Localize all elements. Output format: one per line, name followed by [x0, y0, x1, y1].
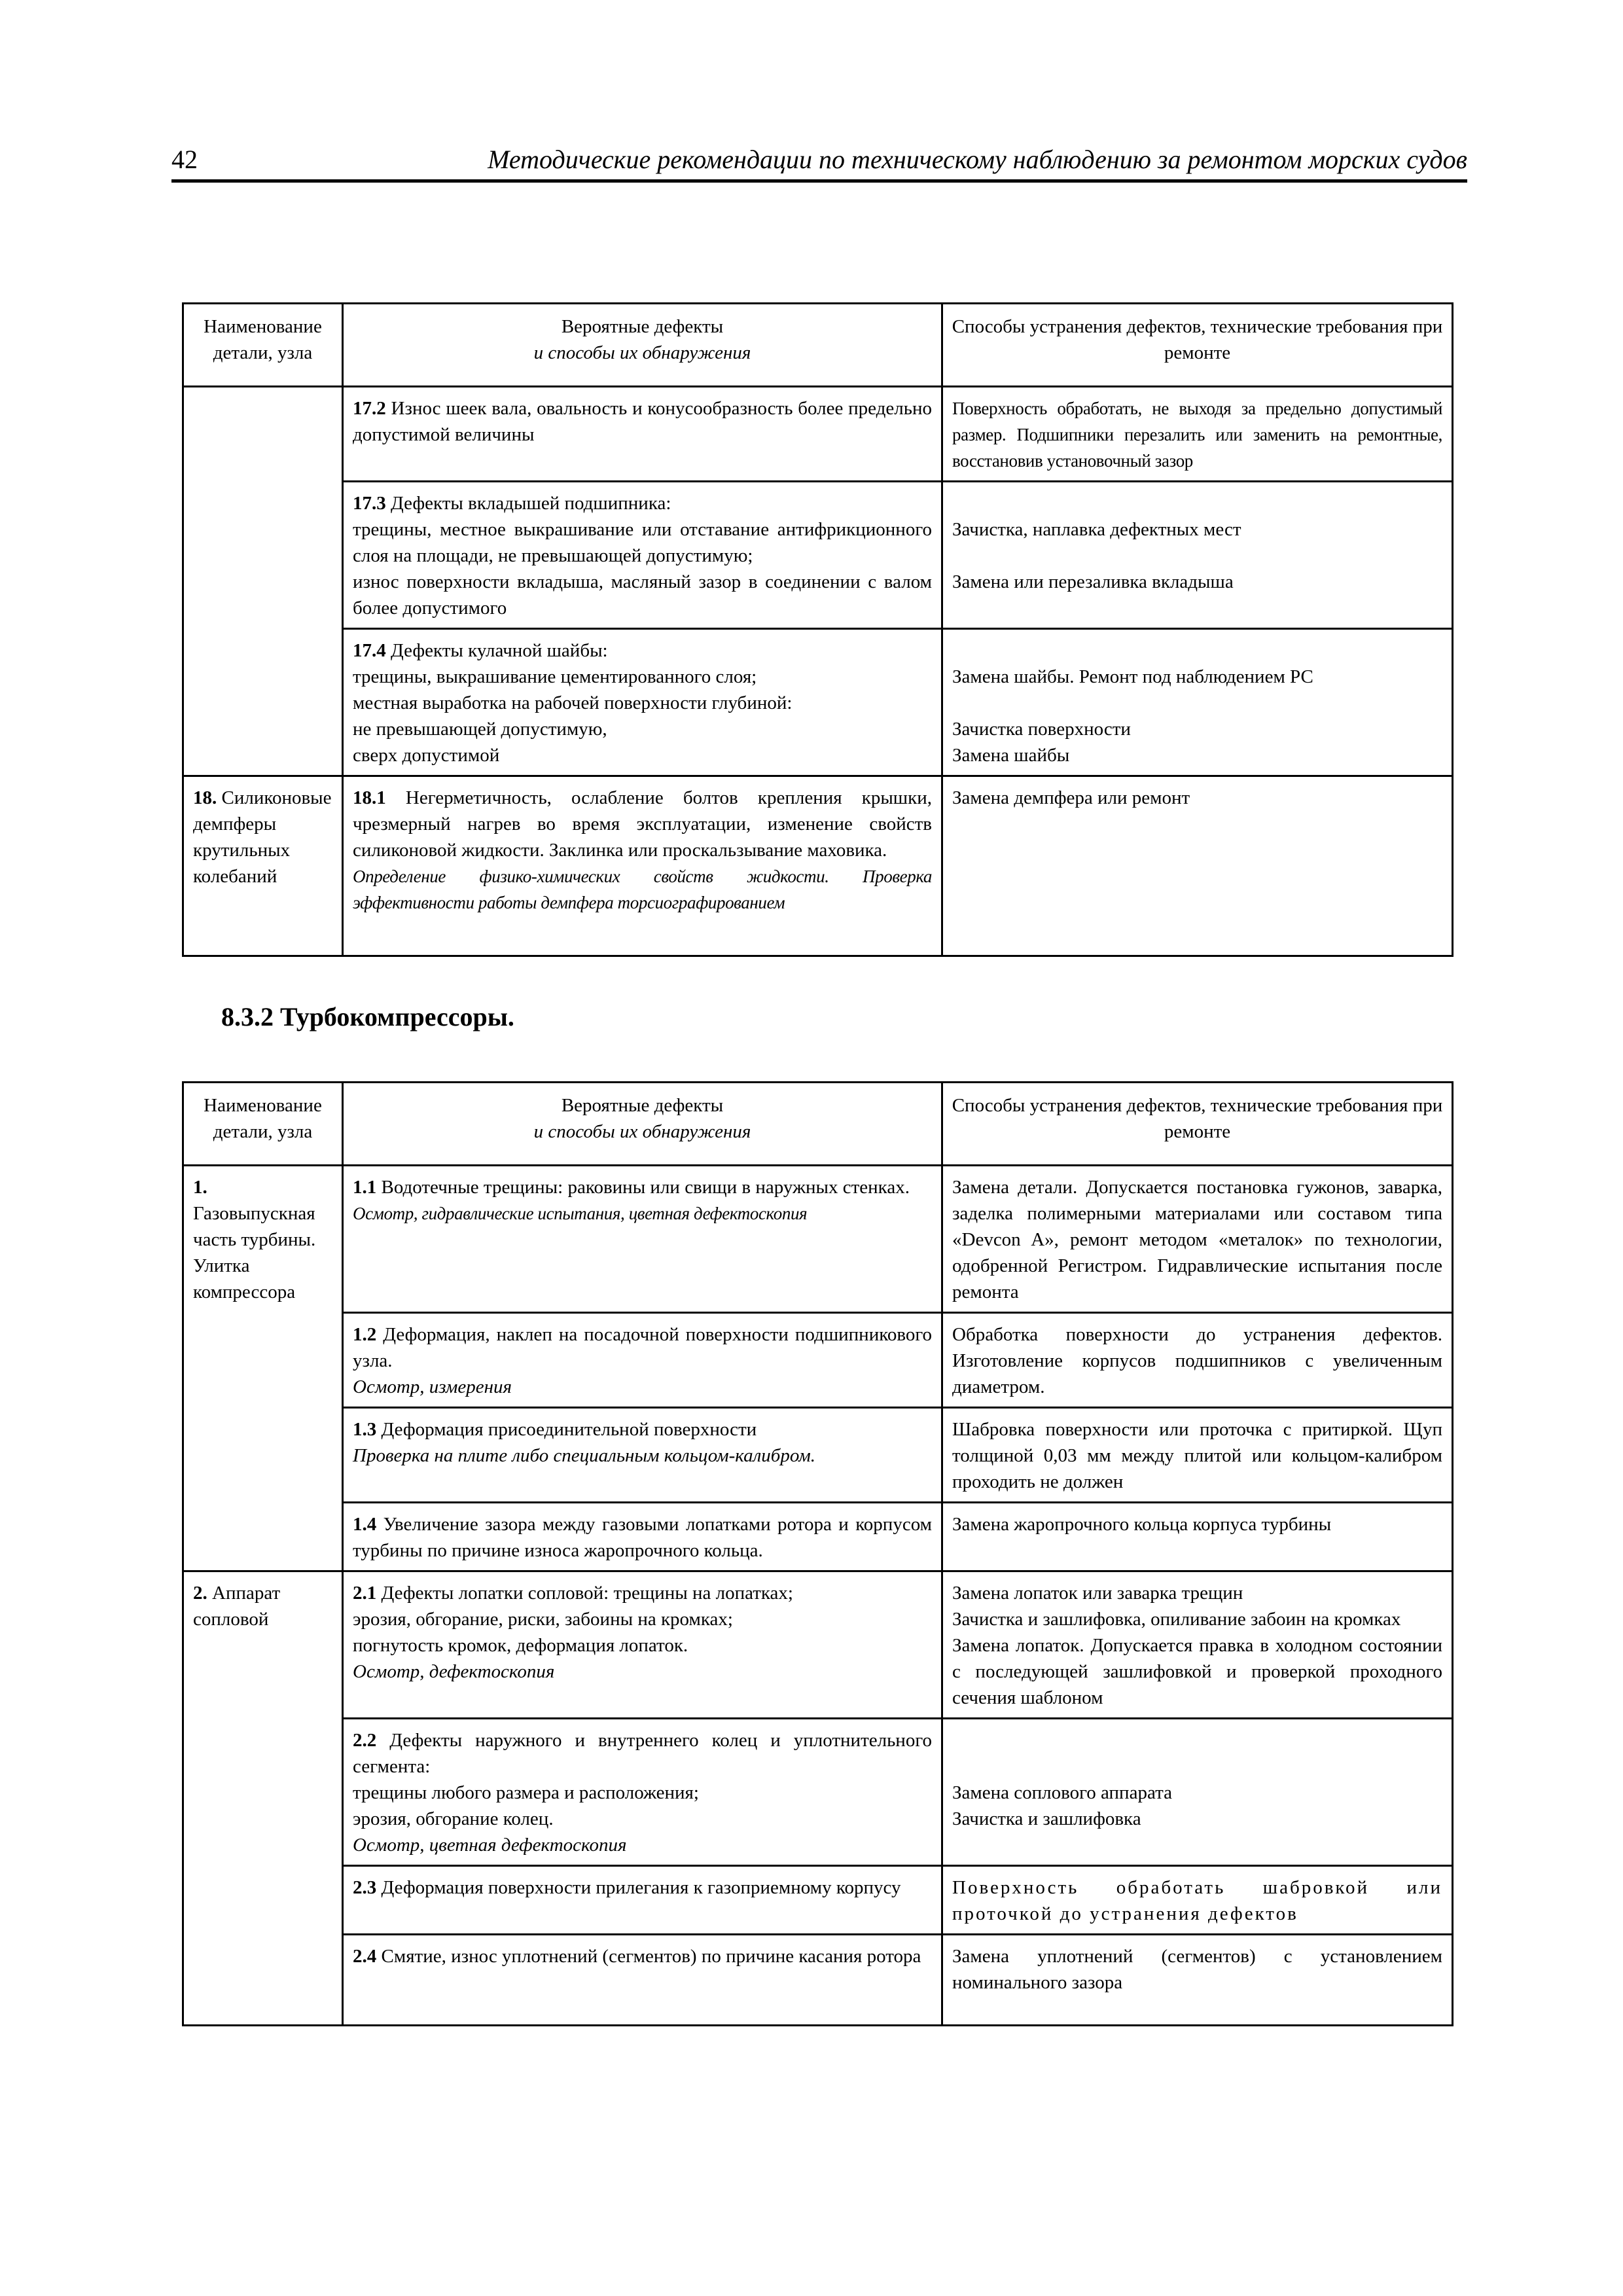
- defect-cell: 17.2 Износ шеек вала, овальность и конусообразность более предельно допустимой величины: [343, 387, 942, 482]
- page-header: [171, 143, 1467, 183]
- header-defects: Вероятные дефекты и способы их обнаружения: [343, 1083, 942, 1166]
- section-title: 8.3.2 Турбокомпрессоры.: [221, 1002, 514, 1031]
- remedy-cell: Замена шайбы. Ремонт под наблюдением РС Зачистка поверхности Замена шайбы: [942, 629, 1453, 776]
- defect-cell: 2.2 Дефекты наружного и внутреннего колец и уплотнительного сегмента: трещины любого размера и расположения; эрозия, обгорание колец. Осмотр, цветная дефектоскопия: [343, 1719, 942, 1866]
- defects-table-1: [182, 302, 1454, 957]
- table-row: [183, 1503, 1453, 1571]
- header-remedies: Способы устранения дефектов, технические требования при ремонте: [942, 1083, 1453, 1166]
- defect-cell: 2.1 Дефекты лопатки сопловой: трещины на лопатках; эрозия, обгорание, риски, забоины на кромках; погнутость кромок, деформация лопаток. Осмотр, дефектоскопия: [343, 1571, 942, 1719]
- page-number: 42: [171, 145, 198, 174]
- table-row: [183, 1166, 1453, 1313]
- table-row: [183, 629, 1453, 776]
- remedy-cell: Обработка поверхности до устранения дефектов. Изготовление корпусов подшипников с увеличенным диаметром.: [942, 1313, 1453, 1408]
- table-row: [183, 1935, 1453, 2026]
- table-row: [183, 776, 1453, 956]
- remedy-cell: Замена демпфера или ремонт: [942, 776, 1453, 956]
- header-part: Наименование детали, узла: [183, 304, 343, 387]
- table-row: [183, 1866, 1453, 1935]
- table-row: [183, 1719, 1453, 1866]
- defect-cell: 2.4 Смятие, износ уплотнений (сегментов) по причине касания ротора: [343, 1935, 942, 2026]
- remedy-cell: Замена лопаток или заварка трещин Зачистка и зашлифовка, опиливание забоин на кромках Замена лопаток. Допускается правка в холодном состоянии с последующей зашлифовкой и проверкой проходного сечения шаблоном: [942, 1571, 1453, 1719]
- remedy-cell: Замена жаропрочного кольца корпуса турбины: [942, 1503, 1453, 1571]
- defect-cell: 17.4 Дефекты кулачной шайбы: трещины, выкрашивание цементированного слоя; местная выработка на рабочей поверхности глубиной: не превышающей допустимую, сверх допустимой: [343, 629, 942, 776]
- part-cell: 1. Газовыпускная часть турбины. Улитка компрессора: [183, 1166, 343, 1571]
- defect-cell: 18.1 Негерметичность, ослабление болтов крепления крышки, чрезмерный нагрев во время эксплуатации, изменение свойств силиконовой жидкости. Заклинка или проскальзывание маховика. Определение физико-химических свойств жидкости. Проверка эффективности работы демпфера торсиографированием: [343, 776, 942, 956]
- defect-cell: 1.1 Водотечные трещины: раковины или свищи в наружных стенках. Осмотр, гидравлические испытания, цветная дефектоскопия: [343, 1166, 942, 1313]
- remedy-cell: Поверхность обработать шабровкой или проточкой до устранения дефектов: [942, 1866, 1453, 1935]
- remedy-cell: Замена уплотнений (сегментов) с установлением номинального зазора: [942, 1935, 1453, 2026]
- defect-cell: 17.3 Дефекты вкладышей подшипника: трещины, местное выкрашивание или отставание антифрикционного слоя на площади, не превышающей допустимую; износ поверхности вкладыша, масляный зазор в соединении с валом более допустимого: [343, 482, 942, 629]
- defect-cell: 1.2 Деформация, наклеп на посадочной поверхности подшипникового узла. Осмотр, измерения: [343, 1313, 942, 1408]
- defect-cell: 1.3 Деформация присоединительной поверхности Проверка на плите либо специальным кольцом-калибром.: [343, 1408, 942, 1503]
- remedy-cell: Шабровка поверхности или проточка с притиркой. Щуп толщиной 0,03 мм между плитой или кольцом-калибром проходить не должен: [942, 1408, 1453, 1503]
- table-row: [183, 1313, 1453, 1408]
- remedy-cell: Замена детали. Допускается постановка гужонов, заварка, заделка полимерными материалами или составом типа «Devcon A», ремонт методом «металок» по технологии, одобренной Регистром. Гидравлические испытания после ремонта: [942, 1166, 1453, 1313]
- header-part: Наименование детали, узла: [183, 1083, 343, 1166]
- defect-cell: 2.3 Деформация поверхности прилегания к газоприемному корпусу: [343, 1866, 942, 1935]
- table-row: [183, 482, 1453, 629]
- part-cell: 18. Силиконовые демпферы крутильных колебаний: [183, 776, 343, 956]
- header-remedies: Способы устранения дефектов, технические требования при ремонте: [942, 304, 1453, 387]
- table-row: [183, 387, 1453, 482]
- table-row: [183, 1571, 1453, 1719]
- defects-table-2: [182, 1081, 1454, 2026]
- table-header-row: [183, 304, 1453, 387]
- part-cell: 2. Аппарат сопловой: [183, 1571, 343, 2026]
- table-header-row: [183, 1083, 1453, 1166]
- part-cell-empty: [183, 387, 343, 776]
- defect-cell: 1.4 Увеличение зазора между газовыми лопатками ротора и корпусом турбины по причине износа жаропрочного кольца.: [343, 1503, 942, 1571]
- running-title: Методические рекомендации по техническому наблюдению за ремонтом морских судов: [488, 145, 1467, 174]
- table-row: [183, 1408, 1453, 1503]
- remedy-cell: Поверхность обработать, не выходя за предельно допустимый размер. Подшипники перезалить или заменить на ремонтные, восстановив установочный зазор: [942, 387, 1453, 482]
- remedy-cell: Зачистка, наплавка дефектных мест Замена или перезаливка вкладыша: [942, 482, 1453, 629]
- remedy-cell: Замена соплового аппарата Зачистка и зашлифовка: [942, 1719, 1453, 1866]
- header-defects: Вероятные дефекты и способы их обнаружения: [343, 304, 942, 387]
